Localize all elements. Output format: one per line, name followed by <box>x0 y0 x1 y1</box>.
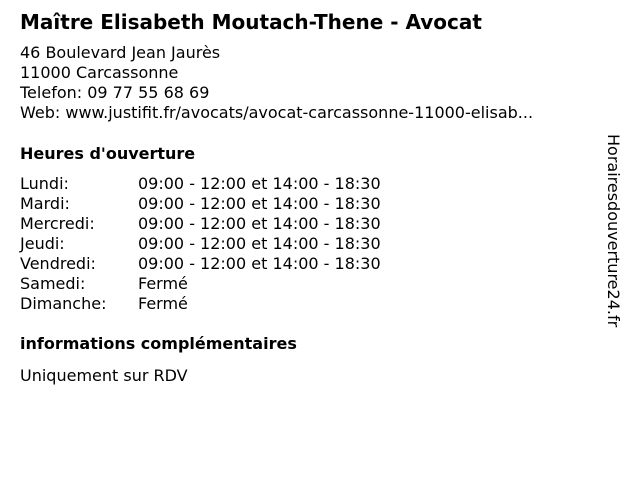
day-hours: 09:00 - 12:00 et 14:00 - 18:30 <box>138 194 381 213</box>
day-label: Mardi: <box>20 194 70 213</box>
day-hours: 09:00 - 12:00 et 14:00 - 18:30 <box>138 174 381 193</box>
info-heading: informations complémentaires <box>20 334 297 353</box>
day-label: Samedi: <box>20 274 86 293</box>
phone-line: Telefon: 09 77 55 68 69 <box>20 83 210 102</box>
city-line: 11000 Carcassonne <box>20 63 179 82</box>
day-hours: 09:00 - 12:00 et 14:00 - 18:30 <box>138 214 381 233</box>
day-hours: 09:00 - 12:00 et 14:00 - 18:30 <box>138 254 381 273</box>
day-label: Lundi: <box>20 174 69 193</box>
day-label: Jeudi: <box>20 234 65 253</box>
day-label: Dimanche: <box>20 294 107 313</box>
info-text: Uniquement sur RDV <box>20 366 188 385</box>
hours-heading: Heures d'ouverture <box>20 144 196 163</box>
page-title: Maître Elisabeth Moutach-Thene - Avocat <box>20 10 482 34</box>
web-line: Web: www.justifit.fr/avocats/avocat-carcassonne-11000-elisab... <box>20 103 534 122</box>
address-line: 46 Boulevard Jean Jaurès <box>20 43 221 62</box>
day-hours: 09:00 - 12:00 et 14:00 - 18:30 <box>138 234 381 253</box>
contact-block <box>20 43 533 123</box>
site-watermark: Horairesdouverture24.fr <box>604 134 623 328</box>
day-label: Vendredi: <box>20 254 96 273</box>
day-hours: Fermé <box>138 294 188 313</box>
day-hours: Fermé <box>138 274 188 293</box>
day-label: Mercredi: <box>20 214 95 233</box>
